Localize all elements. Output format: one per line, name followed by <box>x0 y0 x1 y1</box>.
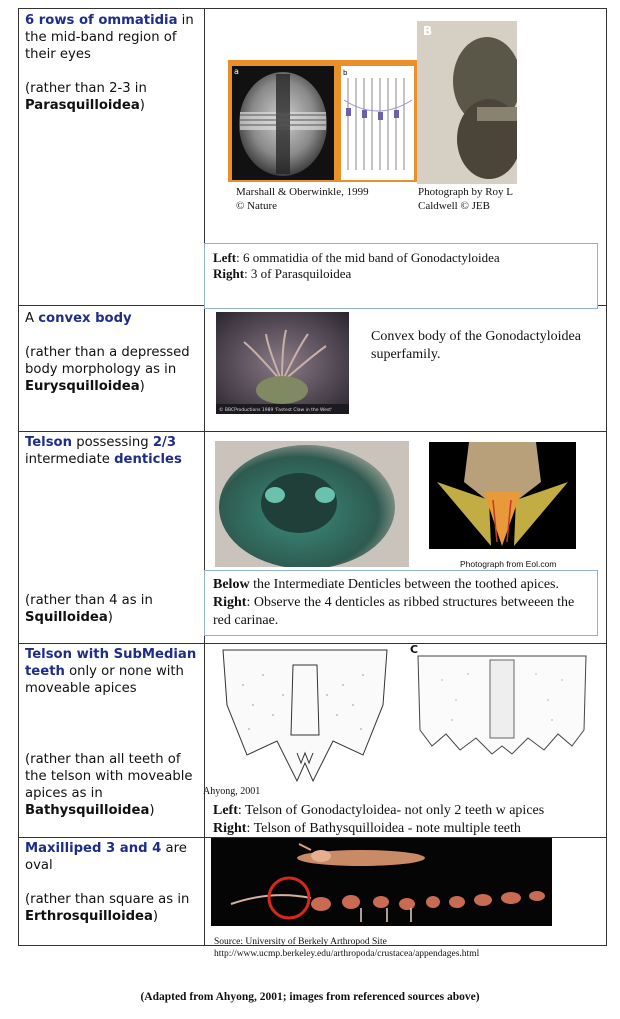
maxilliped-photo <box>211 838 552 926</box>
panel-label-B: B <box>423 24 433 38</box>
caption-text: the Intermediate Denticles between the toothed apices. <box>249 577 559 592</box>
caption-text: : 3 of Parasquiloidea <box>244 266 352 281</box>
telson-drawing-right <box>412 650 592 768</box>
caption-bold: Right <box>213 266 245 281</box>
photo-credit: Photograph from Eol.com <box>460 559 557 569</box>
source-credit <box>214 936 479 960</box>
panel-label-a: a <box>234 67 239 76</box>
footer-note: (Adapted from Ahyong, 2001; images from referenced sources above) <box>140 991 480 1003</box>
trait-highlight: denticles <box>114 452 182 467</box>
trait-text: possessing <box>72 435 153 450</box>
superfamily-name: Parasquilloidea <box>25 98 140 113</box>
trait-text: are oval <box>25 841 187 873</box>
row-divider <box>18 643 607 644</box>
trait-contrast: (rather than a depressed body morphology as in <box>25 345 190 377</box>
row1-caption-box <box>204 243 598 309</box>
row4-trait <box>25 646 202 697</box>
row3-contrast <box>25 592 202 626</box>
convex-body-photo <box>216 312 349 414</box>
superfamily-name: Eurysquilloidea <box>25 379 140 394</box>
credit-line: Caldwell © JEB <box>418 200 490 212</box>
row2-description: Convex body of the Gonodactyloidea superfamily. <box>371 329 581 362</box>
trait-highlight: 6 rows of ommatidia <box>25 13 178 28</box>
trait-contrast: (rather than all teeth of the telson with moveable apices as in <box>25 752 193 801</box>
trait-highlight: Telson <box>25 435 73 450</box>
trait-highlight: Maxilliped 3 and 4 <box>25 841 162 856</box>
source-url: http://www.ucmp.berkeley.edu/arthropoda/crustacea/appendages.html <box>214 949 480 959</box>
row3-caption-box <box>204 570 598 636</box>
ommatidia-diagram <box>338 60 417 182</box>
caption-text: : Observe the 4 denticles as ribbed structures betweeen the red carinae. <box>213 595 575 628</box>
row4-contrast <box>25 751 202 819</box>
trait-highlight: convex body <box>38 311 132 326</box>
superfamily-name: Squilloidea <box>25 610 108 625</box>
row3-trait <box>25 434 202 468</box>
superfamily-name: Bathysquilloidea <box>25 803 150 818</box>
trait-text: ) <box>152 909 159 924</box>
superfamily-name: Erthrosquilloidea <box>25 909 153 924</box>
column-divider <box>204 8 205 946</box>
caption-bold: Left <box>213 250 237 265</box>
figure-label: C <box>410 643 419 656</box>
trait-highlight: Telson with SubMedian teeth <box>25 647 197 679</box>
image-credit-left <box>236 185 369 213</box>
trait-highlight: 2/3 <box>152 435 176 450</box>
trait-text: only or none with moveable apices <box>25 664 184 696</box>
telson-orange-photo <box>429 442 576 549</box>
trait-text: intermediate <box>25 452 115 467</box>
panel-label-b: b <box>343 69 348 77</box>
source-line: Source: University of Berkely Arthropod Site <box>214 937 387 947</box>
credit-line: © Nature <box>236 200 278 212</box>
trait-contrast: (rather than 2-3 in <box>25 81 147 96</box>
image-credit-right <box>418 185 513 213</box>
caption-bold: Right <box>213 595 247 610</box>
telson-drawing-left <box>213 645 397 785</box>
trait-text: ) <box>139 379 145 394</box>
telson-green-photo <box>215 441 409 567</box>
credit-line: Photograph by Roy L <box>418 186 514 198</box>
caption-text: : 6 ommatidia of the mid band of Gonodactyloidea <box>236 250 500 265</box>
trait-text: in the mid-band region of their eyes <box>25 13 194 62</box>
row4-caption <box>213 802 605 838</box>
eye-photo-b <box>417 21 517 184</box>
eye-photo-a <box>228 60 338 182</box>
trait-contrast: (rather than square as in <box>25 892 190 907</box>
trait-text: A <box>25 311 39 326</box>
caption-text: : Telson of Bathysquilloidea - note multiple teeth <box>246 821 521 836</box>
row1-trait <box>25 12 202 114</box>
caption-bold: Left <box>213 803 238 818</box>
credit-line: Marshall & Oberwinkle, 1999 <box>236 186 369 198</box>
caption-text: : Telson of Gonodactyloidea- not only 2 teeth w apices <box>237 803 545 818</box>
trait-text: ) <box>139 98 145 113</box>
caption-bold: Below <box>213 577 250 592</box>
photo-caption: © BBCProductions 1989 'Fastest Claw in the West' <box>219 408 333 413</box>
trait-text: ) <box>149 803 155 818</box>
row2-trait <box>25 310 202 395</box>
caption-bold: Right <box>213 821 247 836</box>
row5-trait <box>25 840 202 925</box>
trait-contrast: (rather than 4 as in <box>25 593 153 608</box>
trait-text: ) <box>107 610 113 625</box>
row-divider <box>18 431 607 432</box>
image-credit: Ahyong, 2001 <box>203 786 261 797</box>
